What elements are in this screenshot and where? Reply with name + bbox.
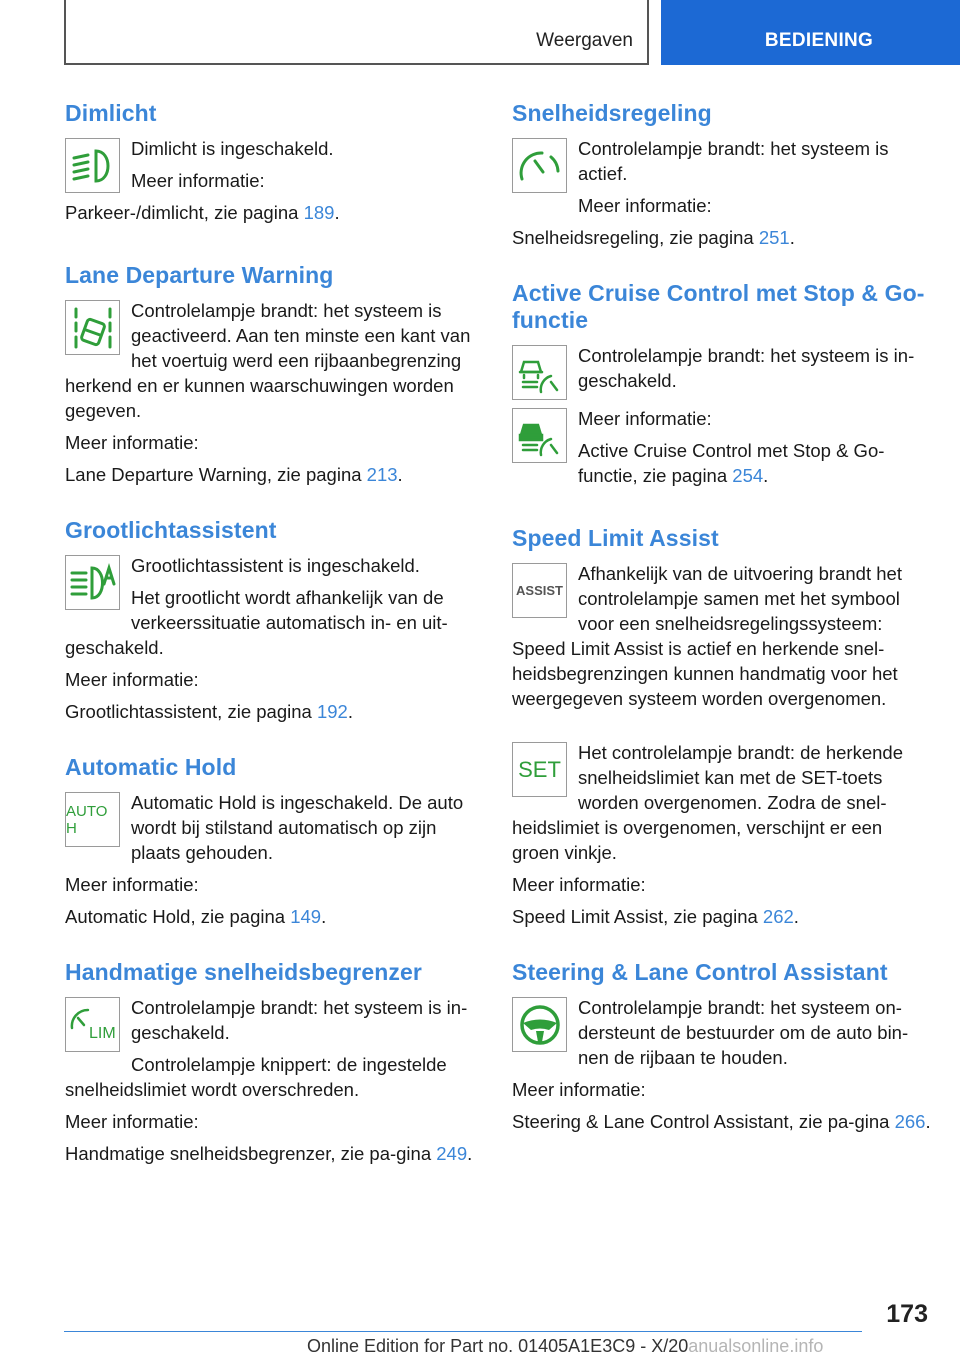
svg-text:LIM: LIM <box>89 1025 116 1042</box>
page-link[interactable]: 192 <box>316 701 348 722</box>
text: Automatic Hold, zie pagina 149. <box>65 906 327 927</box>
text: Het grootlicht wordt afhankelijk van de verkeerssituatie automatisch in- en uit-geschakeld. <box>65 587 448 658</box>
page-link[interactable]: 213 <box>366 464 398 485</box>
text: Afhankelijk van de uitvoering brandt het controlelampje samen met het symbool voor een snelheidsregelingssysteem: Speed Limit Assist is actief en herkende snel-heidsbegrenzingen kunnen handmatig voor het weergegeven systeem worden overgenomen. <box>512 563 902 709</box>
section-heading: Active Cruise Control met Stop & Go-functie <box>512 280 925 333</box>
text: Controlelampje brandt: het systeem is actief. <box>578 138 889 184</box>
text: Steering & Lane Control Assistant, zie pa-gina 266. <box>512 1111 931 1132</box>
text: Meer informatie: <box>65 874 199 895</box>
section-heading: Steering & Lane Control Assistant <box>512 959 888 985</box>
header-section-label: BEDIENING <box>764 30 874 51</box>
low-beam-icon <box>65 138 120 193</box>
section-heading: Automatic Hold <box>65 754 237 780</box>
text: Meer informatie: <box>578 408 712 429</box>
text: Lane Departure Warning, zie pagina 213. <box>65 464 403 485</box>
section-lane-departure-warning <box>65 262 483 487</box>
section-steering-lane-control <box>512 959 932 1134</box>
lane-departure-icon <box>65 300 120 355</box>
page-link[interactable]: 262 <box>762 906 794 927</box>
set-icon: SET <box>512 742 567 797</box>
active-cruise-control-icon <box>512 345 567 400</box>
section-active-cruise-control <box>512 280 932 495</box>
text: Meer informatie: <box>578 195 712 216</box>
page-link[interactable]: 189 <box>303 202 335 223</box>
page-link[interactable]: 251 <box>758 227 790 248</box>
section-heading: Lane Departure Warning <box>65 262 334 288</box>
cruise-control-icon <box>512 138 567 193</box>
text: Meer informatie: <box>65 432 199 453</box>
text: Meer informatie: <box>65 669 199 690</box>
section-handmatige-snelheidsbegrenzer <box>65 959 483 1166</box>
text: Handmatige snelheidsbegrenzer, zie pa-gina 249. <box>65 1143 473 1164</box>
header-title: Weergaven <box>536 30 633 51</box>
text: Controlelampje brandt: het systeem is in-geschakeld. <box>578 345 915 391</box>
text: Controlelampje brandt: het systeem on-dersteunt de bestuurder om de auto bin-nen de rijbaan te houden. <box>578 997 909 1068</box>
text: Controlelampje brandt: het systeem is in-geschakeld. <box>131 997 468 1043</box>
section-heading: Speed Limit Assist <box>512 525 719 551</box>
page-link[interactable]: 254 <box>732 465 764 486</box>
footer-edition: Online Edition for Part no. 01405A1E3C9 - X/20anualsonline.info <box>307 1336 824 1356</box>
section-heading: Snelheidsregeling <box>512 100 712 126</box>
footer-divider <box>64 1331 862 1332</box>
high-beam-assistant-icon <box>65 555 120 610</box>
text: Meer informatie: <box>131 170 265 191</box>
header-title-box <box>64 0 649 65</box>
section-heading: Handmatige snelheidsbegrenzer <box>65 959 422 985</box>
text: Snelheidsregeling, zie pagina 251. <box>512 227 795 248</box>
text: Meer informatie: <box>512 874 646 895</box>
text: Grootlichtassistent is ingeschakeld. <box>131 555 420 576</box>
text: Automatic Hold is ingeschakeld. De auto wordt bij stilstand automatisch op zijn plaats gehouden. <box>131 792 464 863</box>
text: Meer informatie: <box>512 1079 646 1100</box>
section-dimlicht <box>65 100 483 232</box>
section-grootlichtassistent <box>65 517 483 724</box>
text: Dimlicht is ingeschakeld. <box>131 138 334 159</box>
section-snelheidsregeling <box>512 100 932 250</box>
page-link[interactable]: 249 <box>436 1143 468 1164</box>
active-cruise-control-filled-icon <box>512 408 567 463</box>
watermark: anualsonline.info <box>688 1336 824 1356</box>
text: Meer informatie: <box>65 1111 199 1132</box>
section-heading: Dimlicht <box>65 100 157 126</box>
section-speed-limit-assist <box>512 525 932 929</box>
auto-hold-icon: AUTO H <box>65 792 120 847</box>
assist-icon: ASSIST <box>512 563 567 618</box>
page-number: 173 <box>886 1300 928 1328</box>
text: Active Cruise Control met Stop & Go-functie, zie pagina 254. <box>578 440 885 486</box>
text: Het controlelampje brandt: de herkende snelheidslimiet kan met de SET-toets worden overgenomen. Zodra de snel-heidslimiet is overgenomen, verschijnt er een groen vinkje. <box>512 742 903 863</box>
header-section-tab <box>661 0 960 65</box>
text: Controlelampje knippert: de ingestelde snelheidslimiet wordt overschreden. <box>65 1054 447 1100</box>
page-link[interactable]: 266 <box>894 1111 926 1132</box>
section-automatic-hold <box>65 754 483 929</box>
left-column <box>65 100 483 1196</box>
speed-limiter-icon <box>65 997 120 1052</box>
text: Parkeer-/dimlicht, zie pagina 189. <box>65 202 340 223</box>
text: Grootlichtassistent, zie pagina 192. <box>65 701 353 722</box>
text: Speed Limit Assist, zie pagina 262. <box>512 906 799 927</box>
page-link[interactable]: 149 <box>290 906 322 927</box>
right-column <box>512 100 932 1164</box>
steering-wheel-icon <box>512 997 567 1052</box>
text: Controlelampje brandt: het systeem is geactiveerd. Aan ten minste een kant van het voertuig werd een rijbaanbegrenzing herkend en er kunnen waarschuwingen worden gegeven. <box>65 300 471 421</box>
section-heading: Grootlichtassistent <box>65 517 277 543</box>
